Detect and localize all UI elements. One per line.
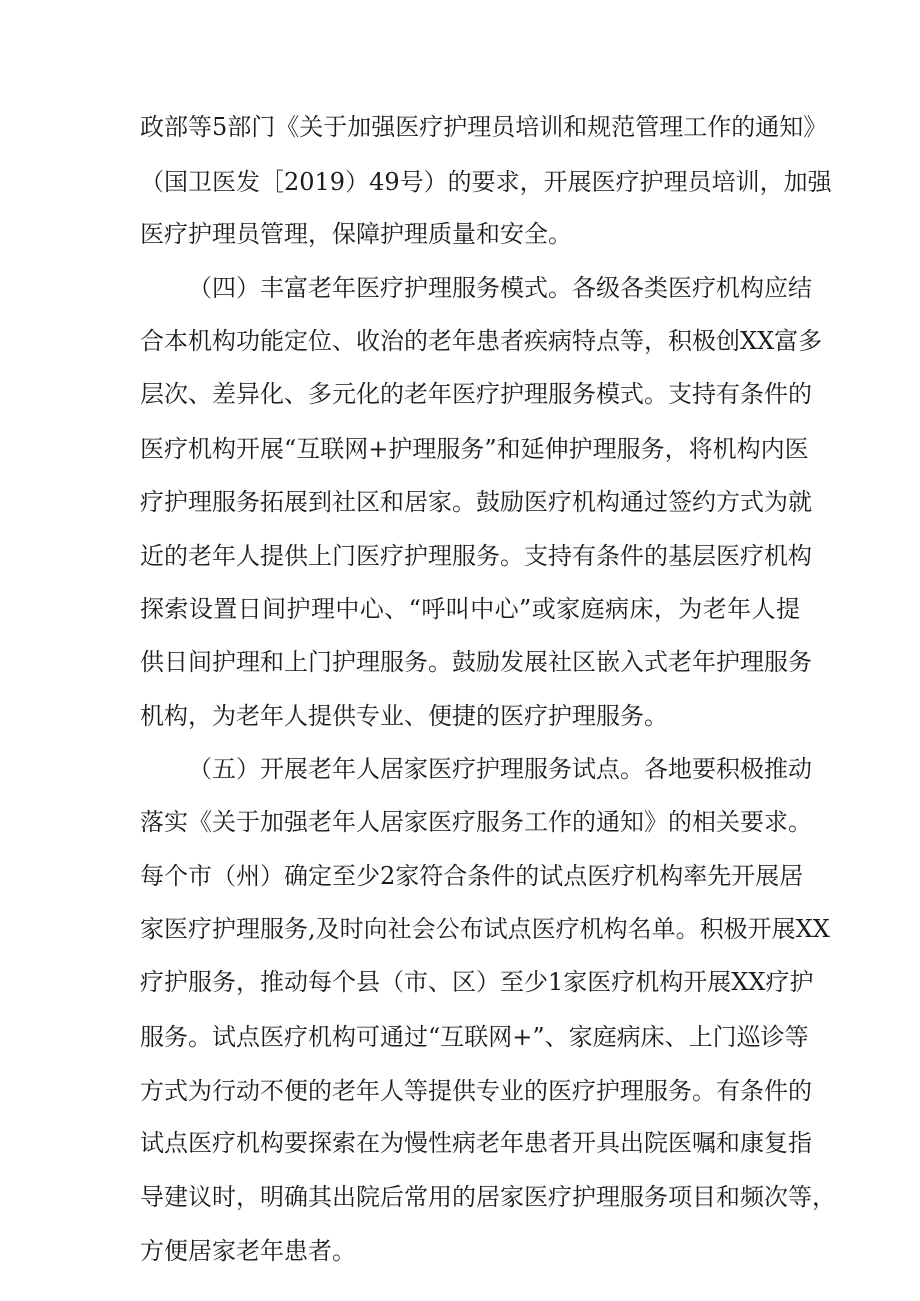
paragraph-line: 供日间护理和上门护理服务。鼓励发展社区嵌入式老年护理服务: [140, 648, 812, 676]
paragraph-line: 医疗机构开展“互联网+护理服务”和延伸护理服务，将机构内医: [140, 435, 809, 463]
paragraph-line: （国卫医发［2019）49号）的要求，开展医疗护理员培训，加强: [140, 168, 832, 196]
paragraph-line: 家医疗护理服务,及时向社会公布试点医疗机构名单。积极开展XX: [140, 915, 830, 943]
paragraph-line: 医疗护理员管理，保障护理质量和安全。: [140, 220, 572, 248]
paragraph-line: 每个市（州）确定至少2家符合条件的试点医疗机构率先开展居: [140, 862, 804, 890]
paragraph-line: 层次、差异化、多元化的老年医疗护理服务模式。支持有条件的: [140, 380, 812, 408]
paragraph-line: 机构，为老年人提供专业、便捷的医疗护理服务。: [140, 702, 668, 730]
paragraph-line: （五）开展老年人居家医疗护理服务试点。各地要积极推动: [188, 755, 812, 783]
paragraph-line: 政部等5部门《关于加强医疗护理员培训和规范管理工作的通知》: [140, 113, 828, 141]
paragraph-line: 落实《关于加强老年人居家医疗服务工作的通知》的相关要求。: [140, 808, 812, 836]
paragraph-line: 疗护理服务拓展到社区和居家。鼓励医疗机构通过签约方式为就: [140, 488, 812, 516]
paragraph-line: 服务。试点医疗机构可通过“互联网+”、家庭病床、上门巡诊等: [140, 1023, 809, 1051]
paragraph-line: （四）丰富老年医疗护理服务模式。各级各类医疗机构应结: [188, 274, 812, 302]
paragraph-line: 合本机构功能定位、收治的老年患者疾病特点等，积极创XX富多: [140, 327, 823, 355]
paragraph-line: 疗护服务，推动每个县（市、区）至少1家医疗机构开展XX疗护: [140, 968, 814, 996]
paragraph-line: 近的老年人提供上门医疗护理服务。支持有条件的基层医疗机构: [140, 542, 812, 570]
paragraph-line: 导建议时，明确其出院后常用的居家医疗护理服务项目和频次等，: [140, 1183, 836, 1211]
paragraph-line: 方式为行动不便的老年人等提供专业的医疗护理服务。有条件的: [140, 1077, 812, 1105]
paragraph-line: 探索设置日间护理中心、“呼叫中心”或家庭病床，为老年人提: [140, 595, 800, 623]
paragraph-line: 方便居家老年患者。: [140, 1237, 356, 1265]
paragraph-line: 试点医疗机构要探索在为慢性病老年患者开具出院医嘱和康复指: [140, 1129, 812, 1157]
